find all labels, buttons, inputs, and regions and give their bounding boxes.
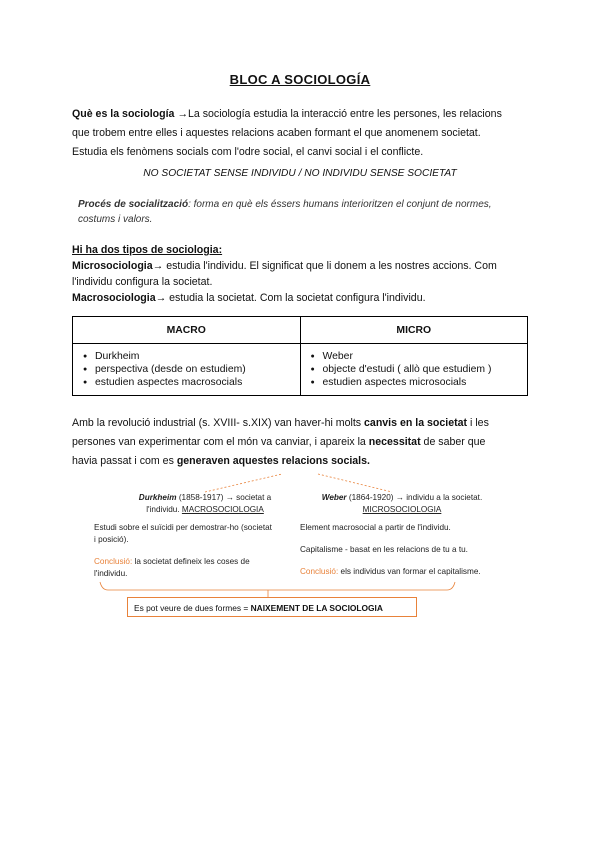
list-item: ● estudien aspectes macrosocials <box>95 376 296 389</box>
micro-label: Microsociologia <box>72 260 153 272</box>
box-bold: NAIXEMENT DE LA SOCIOLOGIA <box>250 603 383 613</box>
intro-question-label: Què es la sociología <box>72 108 175 120</box>
revolucio-bold: canvis en la societat <box>364 417 468 429</box>
macrosociologia-tag: MACROSOCIOLOGIA <box>181 505 264 514</box>
dashed-arrow-left <box>205 474 282 492</box>
macro-text: → estudia la societat. Com la societat configura l'individu. <box>155 292 426 304</box>
durkheim-notes <box>94 522 299 580</box>
durkheim-dates: (1858-1917) → societat a <box>176 493 272 502</box>
durkheim-note: Estudi sobre el suïcidi per demostrar-ho (societat <box>94 523 272 532</box>
micro-text2: l'individu configura la societat. <box>72 276 213 288</box>
proces-label: Procés de socialització <box>78 199 189 210</box>
durkheim-note: i posició). <box>94 535 129 544</box>
naixement-box <box>127 597 417 617</box>
table-header-micro: MICRO <box>300 317 528 344</box>
list-item: ● estudien aspectes microsocials <box>323 376 524 389</box>
revolucio-bold: necessitat <box>368 436 421 448</box>
tipos-heading: Hi ha dos tipos de sociologia: <box>72 244 223 256</box>
list-item: ● Weber <box>323 350 524 363</box>
proces-text2: costums i valors. <box>78 214 153 225</box>
revolucio-text: i les <box>467 417 489 429</box>
weber-dates: (1864-1920) → individu a la societat. <box>346 493 483 502</box>
revolucio-text: havia passat i com es <box>72 455 177 467</box>
intro-arrow: → <box>174 108 188 120</box>
micro-text: → estudia l'individu. El significat que li donem a les nostres accions. Com <box>152 260 497 272</box>
weber-note: Capitalisme - basat en les relacions de tu a tu. <box>300 545 468 554</box>
revolucio-text: persones van experimentar com el món va canviar, i apareix la <box>72 436 369 448</box>
bracket <box>100 582 455 590</box>
durkheim-block <box>110 492 300 516</box>
durkheim-conclusion: la societat defineix les coses de <box>132 557 250 566</box>
list-item: ● Durkheim <box>95 350 296 363</box>
conclusio-label: Conclusió: <box>94 557 133 566</box>
durkheim-conclusion: l'individu. <box>94 569 128 578</box>
intro-line2: que trobem entre elles i aquestes relacions acaben formant el que anomenem societat. <box>72 127 481 139</box>
macro-label: Macrosociologia <box>72 292 156 304</box>
weber-note: Element macrosocial a partir de l'individu. <box>300 523 451 532</box>
weber-conclusion: els individus van formar el capitalisme. <box>338 567 481 576</box>
revolucio-text: Amb la revolució industrial (s. XVIII- s.XIX) van haver-hi molts <box>72 417 365 429</box>
weber-name: Weber <box>321 493 347 502</box>
weber-notes <box>300 522 520 578</box>
table-header-macro: MACRO <box>73 317 301 344</box>
motto: NO SOCIETAT SENSE INDIVIDU / NO INDIVIDU SENSE SOCIETAT <box>143 168 457 179</box>
intro-line3: Estudia els fenòmens socials com l'odre social, el canvi social i el conflicte. <box>72 146 424 158</box>
list-item: ● perspectiva (desde on estudiem) <box>95 363 296 376</box>
list-item: ● objecte d'estudi ( allò que estudiem ) <box>323 363 524 376</box>
revolucio-bold: generaven aquestes relacions socials. <box>176 455 370 467</box>
weber-block <box>302 492 502 516</box>
page-title: BLOC A SOCIOLOGÍA <box>229 72 371 87</box>
dashed-arrow-right <box>318 474 392 492</box>
box-text: Es pot veure de dues formes = <box>134 603 251 613</box>
intro-line1: La sociología estudia la interacció entre les persones, les relacions <box>188 108 502 120</box>
conclusio-label: Conclusió: <box>300 567 339 576</box>
durkheim-line2: l'individu. <box>146 505 182 514</box>
proces-text: : forma en què els éssers humans interioritzen el conjunt de normes, <box>188 199 492 210</box>
revolucio-text: de saber que <box>420 436 486 448</box>
durkheim-name: Durkheim <box>138 493 177 502</box>
microsociologia-tag: MICROSOCIOLOGIA <box>362 505 442 514</box>
